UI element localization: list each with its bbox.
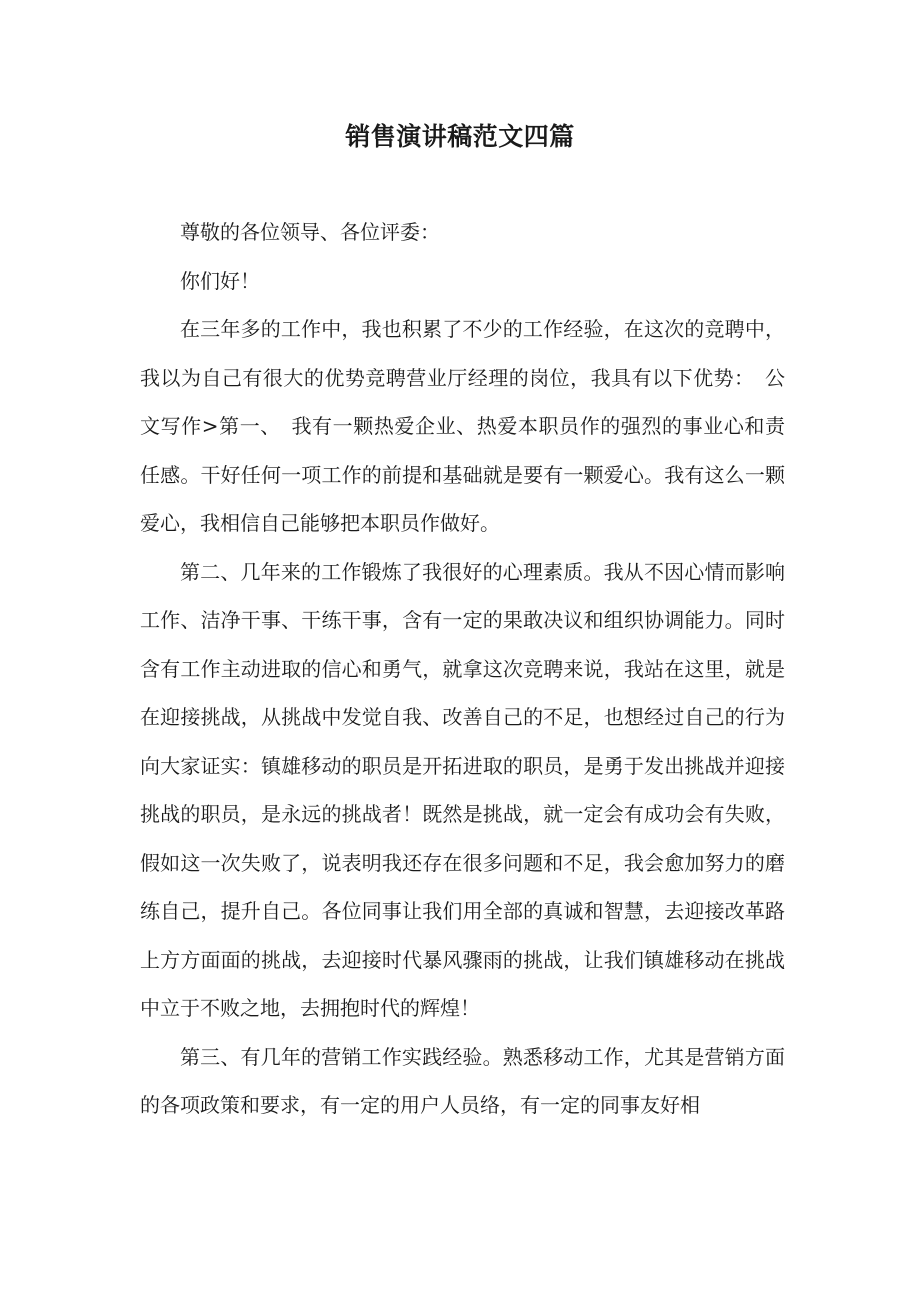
greeting-paragraph: 你们好！ <box>180 268 260 293</box>
salutation-paragraph: 尊敬的各位领导、各位评委： <box>180 220 440 244</box>
document-title: 销售演讲稿范文四篇 <box>345 122 575 151</box>
document-body <box>140 208 785 1130</box>
body-paragraph-intro: 在三年多的工作中，我也积累了不少的工作经验，在这次的竞聘中，我以为自己有很大的优势竞聘营业厅经理的岗位，我具有以下优势： 公文写作>第一、 我有一颗热爱企业、热爱本职员作的强烈的事业心和责任感。干好任何一项工作的前提和基础就是要有一颗爱心。我有这么一颗爱心，我相信自己能够把本职员作做好。 <box>140 317 785 535</box>
body-paragraph-second: 第二、几年来的工作锻炼了我很好的心理素质。我从不因心情而影响工作、洁净干事、干练干事，含有一定的果敢决议和组织协调能力。同时含有工作主动进取的信心和勇气，就拿这次竞聘来说，我站在这里，就是在迎接挑战，从挑战中发觉自我、改善自己的不足，也想经过自己的行为向大家证实：镇雄移动的职员是开拓进取的职员，是勇于发出挑战并迎接挑战的职员，是永远的挑战者！既然是挑战，就一定会有成功会有失败，假如这一次失败了，说表明我还存在很多问题和不足，我会愈加努力的磨练自己，提升自己。各位同事让我们用全部的真诚和智慧，去迎接改革路上方方面面的挑战，去迎接时代暴风骤雨的挑战，让我们镇雄移动在挑战中立于不败之地，去拥抱时代的辉煌！ <box>140 559 785 1020</box>
body-paragraph-third: 第三、有几年的营销工作实践经验。熟悉移动工作，尤其是营销方面的各项政策和要求，有一定的用户人员络，有一定的同事友好相 <box>140 1044 785 1117</box>
